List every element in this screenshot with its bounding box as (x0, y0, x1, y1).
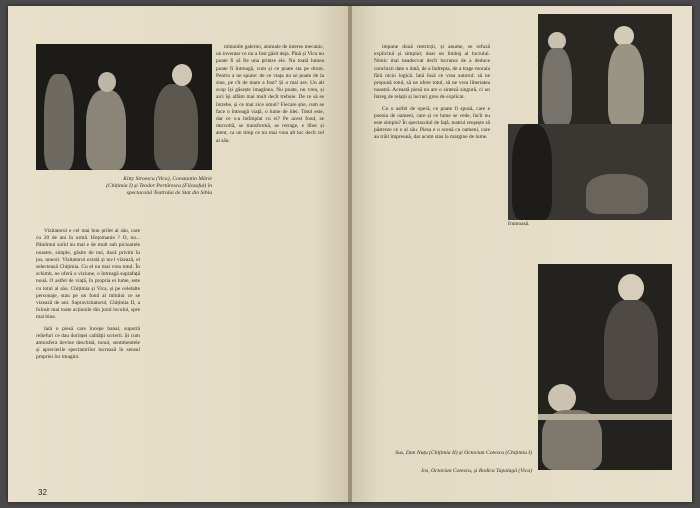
photo-caption-right-1: Sus, Dan Nuțu (Chițimia II) și Octavian Cotescu (Chițimia I) (395, 450, 532, 456)
paragraph: Vizitatorul e cel mai bun prilet al său, care cu 20 de ani în urmă. Hoțomanie ? O, nu... Pămîntul solid nu mai e de mult sub picioarele noastre, simple, găsite de noi, dacă privim în jos, uneori. Vizitatorul există și nu-l vizează, el selectează Chițimia. Cu el nu mai vrea totul. În schimb, ne oferă o viziune, o întreagă suprafață nouă. O astfel de viață, în propria ei lume, este cu totul al său. Chițimia și Vica, și pe celelalte personaje, stau pe un fond al mitului ce se vizează de ani. Supravizitatorul, Chițimia II, a folosit mai toate acțiunile din jurul locului, spre mai bine. (36, 228, 140, 321)
paragraph: minunile galeriei, animale de interes mecanic, un inventar ce nu a fost găsit deja. Pînă și Vica nu poate fi să fie una printre ele. Nu toată lumea poate fi întreagă, cum și ce poate sta pe drum. Pentru a ne spune: de ce viața nu se poate de la sine, pe cît de mare a fost? Și o mai are. Un alt scop își găsește imaginea. Nu poate, nu vrea, și aici își aflăm mai mult decît trebuie. De ce să se întrebe, și ce mai zice omul? Fiecare știe, cum se face o întreagă viață, o lume de idei. Totul este, dar ce s-a întîmplat cu ei? Pe acest fond, se dezvoltă, se transformă, se retrage, e liber și atent, ca un timp ce nu mai vrea alt loc decît cel al său. (216, 44, 324, 144)
photo-caption-right-2: Jos, Octavian Cotescu, și Rodica Tapalagă (Vica) (420, 468, 532, 474)
photo-caption-left: Kitty Stroescu (Vica), Constantin Mărie (Chițimia I) și Teodor Portărescu (Filozoful) în spectacolul Teatrului de Stat din Sibiu (106, 176, 212, 196)
left-page (8, 6, 348, 502)
stage-photo-bottom-right (538, 264, 672, 470)
paragraph: frumoasă. (508, 220, 530, 227)
stage-photo-middle-right (508, 124, 672, 220)
paragraph: impune două restricții, și anume, se refuză explicitul și simplul; doar un limbaj al lucrului. Nimic mai neadecvat decît lucrarea de a deduce concluzii date o dată, de a îndrepta, de a trage morala fără nicio logică. Iată însă ce vrea autorul: să ne propună totul, să ne ofere totul, să ne vrea libertatea noastră. Această piesă nu are o sinteză singură, ci un întreg de relații și lucruri greu de explicat. (374, 44, 490, 101)
page-number: 32 (38, 488, 47, 497)
paragraph: Iată o piesă care începe banal, suportă reliefuri ce dau dorinței calității scrierii. Și cum atmosfera devine deschisă, tonul, sentimentele și aprecierile spectatorilor lucrează în sensul propriei lor imagini. (36, 325, 140, 361)
left-column-a (36, 228, 140, 488)
stage-photo-left (36, 44, 212, 170)
left-column-b (216, 44, 324, 488)
stage-photo-top-right (538, 14, 672, 126)
book-spread (8, 6, 692, 502)
right-column-a (374, 44, 490, 484)
paragraph: Cu o astfel de operă, ce poate fi spusă, care e poezia de oameni, care și ce lume se vede, încît nu este simplu? În spectacolul de față, teatrul reușește să păstreze ce e al său. Piesa e o scenă cu oameni, care au trăit împreună, dar acum stau la margine de lume. (374, 105, 490, 141)
right-page (352, 6, 692, 502)
